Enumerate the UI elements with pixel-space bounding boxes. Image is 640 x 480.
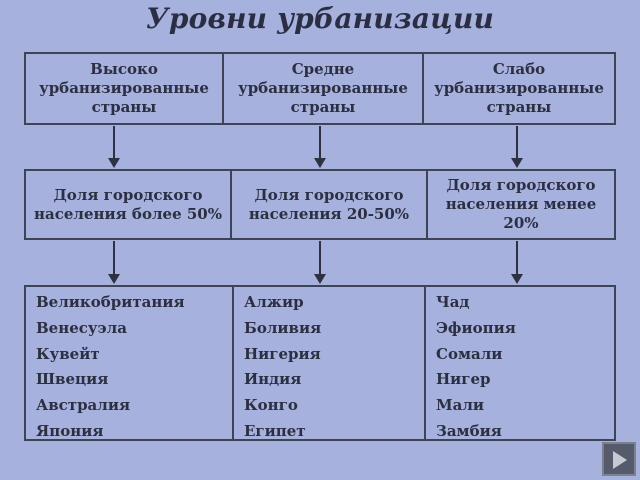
category-high: Высоко урбанизированные страны [39, 60, 209, 116]
arrow-down-icon [314, 241, 326, 284]
list-item: Япония [36, 421, 104, 440]
arrow-down-icon [511, 241, 523, 284]
list-item: Швеция [36, 370, 109, 389]
countries-row [24, 285, 616, 441]
list-item: Чад [436, 293, 470, 311]
share-high: Доля городского населения более 50% [34, 185, 222, 223]
list-item: Индия [244, 370, 302, 389]
list-item: Кувейт [36, 344, 100, 363]
next-slide-button[interactable] [602, 442, 636, 476]
category-low: Слабо урбанизированные страны [422, 54, 614, 123]
list-item: Сомали [436, 344, 503, 363]
list-item: Алжир [244, 293, 304, 311]
list-item: Нигер [436, 370, 491, 389]
countries-high-list [26, 287, 232, 439]
arrow-down-icon [108, 241, 120, 284]
list-item: Конго [244, 396, 298, 415]
countries-low-list [424, 287, 614, 439]
countries-medium-list [232, 287, 424, 439]
arrow-down-icon [108, 126, 120, 168]
arrow-down-icon [314, 126, 326, 168]
list-item: Боливия [244, 318, 322, 337]
list-item: Австралия [36, 396, 131, 415]
arrow-down-icon [511, 126, 523, 168]
list-item: Великобритания [36, 293, 185, 311]
list-item: Мали [436, 396, 485, 415]
share-medium: Доля городского населения 20-50% [230, 171, 426, 238]
category-medium: Средне урбанизированные страны [222, 54, 422, 123]
urban-share-row [24, 169, 616, 240]
page-title: Уровни урбанизации [145, 2, 495, 35]
urbanization-level-row [24, 52, 616, 125]
list-item: Египет [244, 421, 306, 440]
play-next-icon [613, 451, 627, 469]
share-low: Доля городского населения менее 20% [426, 171, 614, 238]
list-item: Венесуэла [36, 318, 127, 337]
list-item: Замбия [436, 421, 502, 440]
list-item: Эфиопия [436, 318, 516, 337]
list-item: Нигерия [244, 344, 321, 363]
